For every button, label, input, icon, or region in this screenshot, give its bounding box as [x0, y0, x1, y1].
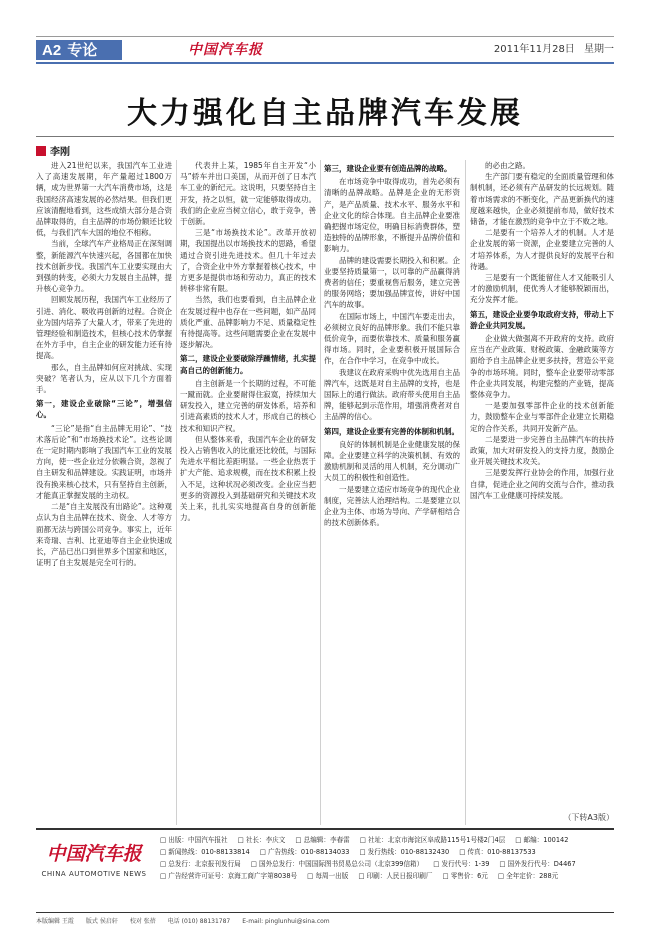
section-subheading: 第五，建设企业要争取政府支持，带动上下游企业共同发展。	[470, 309, 614, 330]
masthead-field: □ 发行热线：010-88132430	[359, 846, 449, 858]
article-paragraph: 三是“市场换技术论”。改革开放初期，我国提出以市场换技术的思路，希望通过合资引进先进技术。但几十年过去了，合资企业中外方掌握着核心技术，中方更多是提供市场和劳动力，真正的技术转移非常有限。	[180, 228, 316, 294]
article-paragraph: 我建议在政府采购中优先选用自主品牌汽车，这既是对自主品牌的支持，也是国际上的通行做法。政府带头使用自主品牌，能够起到示范作用，增强消费者对自主品牌的信心。	[324, 367, 460, 422]
masthead-field: □ 全年定价：288元	[498, 870, 558, 882]
article-paragraph: 代表井上某，1985年自主开发“小马”轿车并出口美国，从而开创了日本汽车工业的新纪元。这说明，只要坚持自主开发，持之以恒，就一定能够取得成功。我们的企业应当树立信心，敢于竞争，善于创新。	[180, 161, 316, 227]
footer-bottom-rule	[36, 912, 614, 913]
section-subheading: 第一，建设企业破除“三论”，增强信心。	[36, 399, 172, 420]
section-number: A2	[42, 42, 62, 59]
footer-logo-english: CHINA AUTOMOTIVE NEWS	[41, 870, 147, 878]
section-subheading: 第三，建设企业要有创造品牌的战略。	[324, 164, 452, 173]
section-subheading: 第二，建设企业要破除浮躁情绪，扎实提高自己的创新能力。	[180, 354, 316, 375]
article-paragraph: 三是要发挥行业协会的作用，加强行业自律，促进企业之间的交流与合作，推动我国汽车工业健康可持续发展。	[470, 468, 614, 500]
header-rule	[36, 62, 614, 64]
masthead-row	[160, 846, 614, 858]
masthead-field: □ 邮编：100142	[515, 834, 568, 846]
masthead-field: □ 国外总发行：中国国际图书贸易总公司（北京399信箱）	[251, 858, 423, 870]
top-rule	[36, 36, 614, 37]
weekday-text: 星期一	[584, 44, 614, 55]
footer-rule	[36, 828, 614, 830]
article-paragraph: 在国际市场上，中国汽车要走出去，必须树立良好的品牌形象。我们不能只靠低价竞争，而要依靠技术、质量和服务赢得市场。同时，企业要积极开展国际合作，在合作中学习，在竞争中成长。	[324, 311, 460, 366]
article-column-4	[470, 160, 614, 825]
article-paragraph: 生产部门要有稳定的全面质量管理和体制机制，还必须有产品研发的长远规划。随着市场需求的不断变化，产品更新换代的速度越来越快，企业必须提前布局，做好技术储备，才能在激烈的竞争中立于不败之地。	[470, 172, 614, 227]
article-column-3	[324, 160, 460, 825]
editor-credit: 校对 张蓓	[129, 918, 156, 925]
section-tag	[36, 40, 122, 60]
editor-credit: 本版编辑 王霞	[36, 918, 74, 925]
article-paragraph: 在市场竞争中取得成功，首先必须有清晰的品牌战略。品牌是企业的无形资产，是产品质量、技术水平、服务水平和企业文化的综合体现。自主品牌企业要准确把握市场定位，明确目标消费群体，塑造独特的品牌形象，不断提升品牌价值和影响力。	[324, 177, 460, 254]
article-paragraph: “三论”是指“自主品牌无用论”、“技术落后论”和“市场换技术论”。这些论调在一定时期内影响了我国汽车工业的发展方向，使一些企业过分依赖合资，忽视了自主研发和品牌建设。实践证明，市场并没有换来核心技术，只有坚持自主创新，才能真正掌握发展的主动权。	[36, 423, 172, 500]
masthead-field: □ 印刷：人民日报印刷厂	[358, 870, 432, 882]
editor-credit: 电话 (010) 88131787	[167, 918, 231, 925]
editor-credits	[36, 916, 614, 925]
article-paragraph: 良好的体制机制是企业健康发展的保障。企业要建立科学的决策机制、有效的激励机制和灵活的用人机制，充分调动广大员工的积极性和创造性。	[324, 439, 460, 483]
masthead-row	[160, 870, 614, 882]
article-paragraph: 当前，全球汽车产业格局正在深刻调整，新能源汽车快速兴起，各国都在加快技术创新步伐。我国汽车工业要实现由大到强的转变，必须大力发展自主品牌，提升核心竞争力。	[36, 239, 172, 294]
masthead-field: □ 新闻热线：010-88133814	[160, 846, 250, 858]
article-paragraph: 二是要有一个培养人才的机制。人才是企业发展的第一资源，企业要建立完善的人才培养体系，为人才提供良好的发展平台和待遇。	[470, 228, 614, 271]
headline-rule	[36, 136, 614, 137]
article-paragraph: 品牌的建设需要长期投入和积累。企业要坚持质量第一，以可靠的产品赢得消费者的信任；要重视售后服务，建立完善的服务网络；要加强品牌宣传，讲好中国汽车的故事。	[324, 255, 460, 310]
masthead-field: □ 发行代号：1-39	[433, 858, 489, 870]
section-title: 专论	[67, 41, 98, 59]
article-paragraph: 一是要建立适应市场竞争的现代企业制度，完善法人治理结构。二是要建立以企业为主体、市场为导向、产学研相结合的技术创新体系。	[324, 484, 460, 528]
masthead-field: □ 广告经营许可证号：京海工商广字第8038号	[160, 870, 297, 882]
article-paragraph: 二是“自主发展没有出路论”。这种观点认为自主品牌在技术、资金、人才等方面都无法与跨国公司竞争。事实上，近年来奇瑞、吉利、比亚迪等自主企业快速成长，产品已出口到世界多个国家和地区，证明了自主发展是完全可行的。	[36, 502, 172, 568]
section-subheading: 第四，建设企业要有完善的体制和机制。	[324, 426, 459, 436]
article-paragraph: 一是要加强零部件企业的技术创新能力，鼓励整车企业与零部件企业建立长期稳定的合作关系，共同开发新产品。	[470, 401, 614, 433]
masthead-field: □ 每周一出版	[307, 870, 348, 882]
article-column-2	[180, 160, 316, 825]
masthead-field: □ 广告热线：010-88134033	[260, 846, 350, 858]
footer-logo: 中国汽车报	[46, 843, 142, 865]
continued-note: （下转A3版）	[563, 813, 614, 822]
author-marker-icon	[36, 146, 46, 156]
article-paragraph: 进入21世纪以来，我国汽车工业进入了高速发展期，年产量超过1800万辆，成为世界第一大汽车消费市场，这是我国经济高速发展的必然结果。但我们更应该清醒地看到，这些成绩大部分是合资品牌取得的，自主品牌的市场份额还比较低，与我们汽车大国的地位不相称。	[36, 161, 172, 238]
column-divider	[465, 160, 466, 825]
masthead-field: □ 出版：中国汽车报社	[160, 834, 228, 846]
date-text: 2011年11月28日	[493, 44, 575, 55]
headline: 大力强化自主品牌汽车发展	[127, 96, 523, 131]
article-column-1	[36, 160, 172, 825]
issue-date	[488, 40, 614, 60]
masthead-row	[160, 858, 614, 870]
column-divider	[176, 160, 177, 825]
masthead-row	[160, 834, 614, 846]
article-paragraph: 但从整体来看，我国汽车企业的研发投入占销售收入的比重还比较低，与国际先进水平相比差距明显。一些企业热衷于扩大产能、追求规模，而在技术积累上投入不足，这种状况必须改变。企业应当把更多的资源投入到基础研究和关键技术攻关上来，扎扎实实地提高自身的创新能力。	[180, 434, 316, 523]
editor-credit: 版式 侯启轩	[85, 918, 118, 925]
masthead-field: □ 社址：北京市海淀区阜成路115号1号楼2门4层	[360, 834, 506, 846]
editor-credit: E-mail: pinglunhui@sina.com	[242, 918, 330, 925]
masthead-field: □ 国外发行代号：D4467	[499, 858, 575, 870]
article-paragraph: 的必由之路。	[485, 161, 530, 170]
paper-logo: 中国汽车报	[188, 42, 263, 58]
masthead-field: □ 传真：010-88137533	[459, 846, 536, 858]
article-paragraph: 当然，我们也要看到，自主品牌企业在发展过程中也存在一些问题，如产品同质化严重、品牌影响力不足、质量稳定性有待提高等。这些问题需要企业在发展中逐步解决。	[180, 295, 316, 350]
article-paragraph: 二是要进一步完善自主品牌汽车的扶持政策，加大对研发投入的支持力度，鼓励企业开展关键技术攻关。	[470, 434, 614, 467]
article-paragraph: 企业做大做强离不开政府的支持。政府应当在产业政策、财税政策、金融政策等方面给予自主品牌企业更多扶持，营造公平竞争的市场环境。同时，整车企业要带动零部件企业共同发展，构建完整的产业链，提高整体竞争力。	[470, 334, 614, 400]
masthead-field: □ 总编辑：李春雷	[295, 834, 349, 846]
article-paragraph: 自主创新是一个长期的过程，不可能一蹴而就。企业要耐得住寂寞，持续加大研发投入，建立完善的研发体系，培养和引进高素质的技术人才，形成自己的核心技术和知识产权。	[180, 378, 316, 433]
column-divider	[320, 160, 321, 825]
masthead-field: □ 社长：李庆文	[238, 834, 286, 846]
masthead-info	[160, 834, 614, 882]
author-byline: 李刚	[50, 147, 70, 158]
masthead-field: □ 总发行：北京报刊发行局	[160, 858, 241, 870]
article-paragraph: 那么，自主品牌如何应对挑战、实现突破？笔者认为，应从以下几个方面着手。	[36, 362, 172, 395]
article-paragraph: 三是要有一个既能留住人才又能吸引人才的激励机制，使优秀人才能够脱颖而出，充分发挥才能。	[470, 273, 614, 305]
article-paragraph: 回顾发展历程，我国汽车工业经历了引进、消化、吸收再创新的过程。合资企业为国内培养了大量人才，带来了先进的管理经验和制造技术，但核心技术仍掌握在外方手中，自主企业的研发能力还有待提高。	[36, 295, 172, 361]
masthead-field: □ 零售价：6元	[442, 870, 487, 882]
